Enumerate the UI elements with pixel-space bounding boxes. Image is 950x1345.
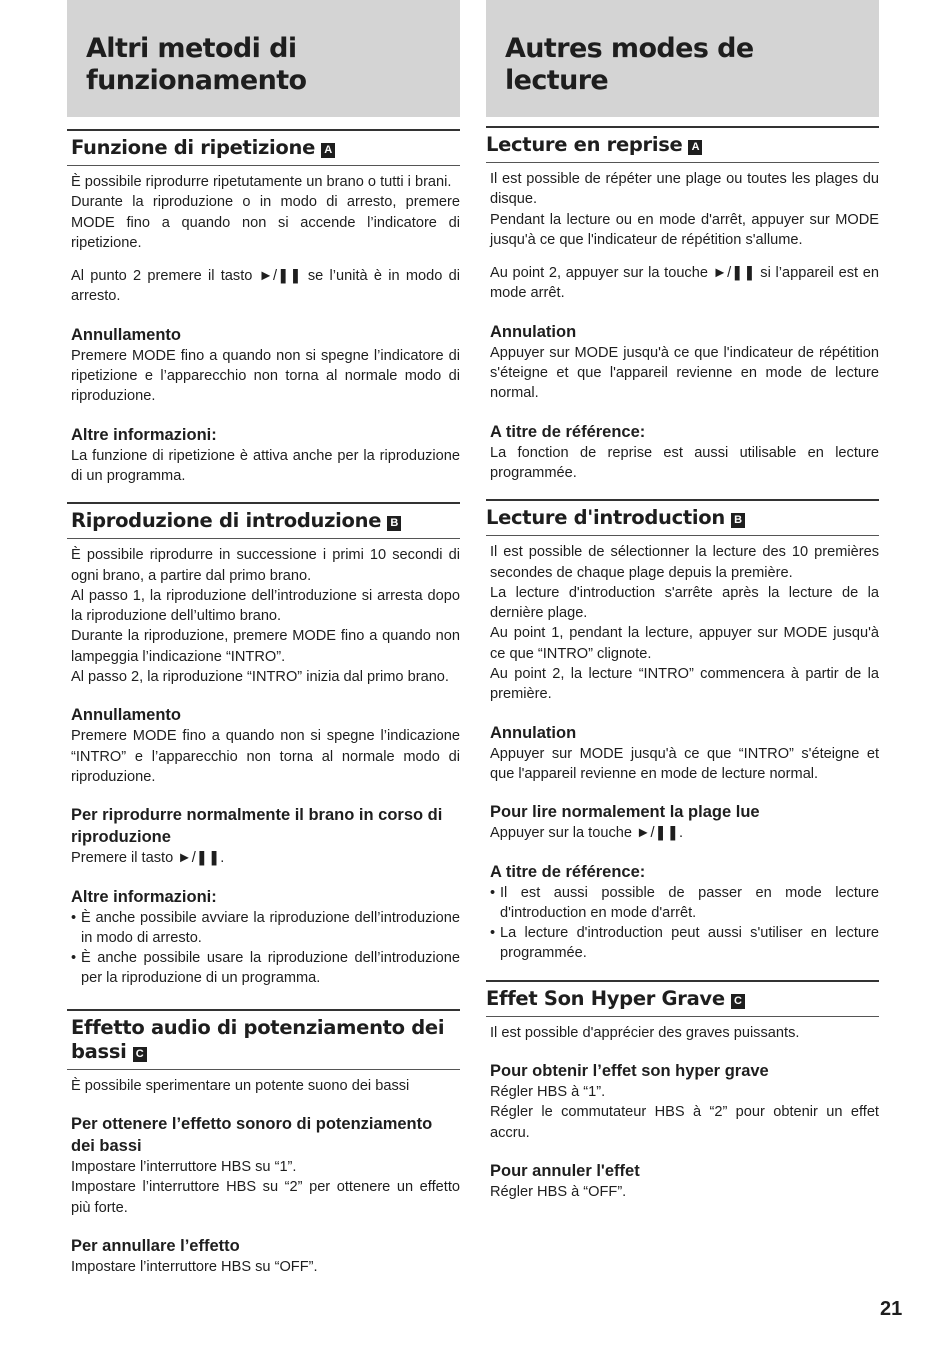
paragraph: Al punto 2 premere il tasto ►/❚❚ se l’unità è in modo di arresto. — [71, 268, 460, 305]
paragraph: Pendant la lecture ou en mode d'arrêt, appuyer sur MODE jusqu'à ce que l'indicateur de répétition s'allume. — [490, 211, 879, 248]
list-item: • È anche possibile usare la riproduzione dell’introduzione per la riproduzione di un programma. — [71, 948, 460, 989]
paragraph: Appuyer sur MODE jusqu'à ce que l'indicateur de répétition s'éteigne et que l'appareil revienne en mode de lecture normal. — [490, 344, 879, 402]
paragraph: La fonction de reprise est aussi utilisable en lecture programmée. — [490, 444, 879, 481]
paragraph: La lecture d'introduction s'arrête après la lecture de la dernière plage. — [490, 584, 879, 622]
chapter-banner — [486, 0, 879, 117]
subheading: Per annullare l’effetto — [71, 1236, 240, 1255]
paragraph: Il est possible de répéter une plage ou toutes les plages du disque. — [490, 171, 879, 208]
paragraph: Premere MODE fino a quando non si spegne l’indicatore di ripetizione e l’apparecchio non torna al normale modo di riproduzione. — [71, 347, 460, 405]
section-badge: B — [731, 513, 745, 528]
paragraph: Premere MODE fino a quando non si spegne l’indicazione “INTRO” e l’apparecchio non torna al normale modo di riproduzione. — [71, 728, 460, 785]
section-intro — [486, 499, 879, 963]
paragraph: Régler HBS à “1”. — [490, 1084, 606, 1101]
subheading: A titre de référence: — [490, 422, 646, 441]
section-title: Effetto audio di potenziamento dei bassi C — [67, 1009, 460, 1070]
paragraph: Impostare l’interruttore HBS su “2” per ottenere un effetto più forte. — [71, 1179, 460, 1216]
list-item: • Il est aussi possible de passer en mode lecture d'introduction en mode d'arrêt. — [490, 883, 879, 924]
subheading: Altre informazioni: — [71, 887, 217, 906]
section-badge: C — [133, 1047, 147, 1062]
subheading: Pour lire normalement la plage lue — [490, 803, 760, 822]
subheading: Annulation — [490, 322, 577, 341]
paragraph: Il est possible d'apprécier des graves puissants. — [490, 1024, 800, 1041]
paragraph: Premere il tasto ►/❚❚. — [71, 850, 225, 867]
paragraph: Appuyer sur MODE jusqu'à ce que “INTRO” s'éteigne et que l'appareil revienne en mode de lecture normal. — [490, 745, 879, 782]
paragraph: Impostare l’interruttore HBS su “1”. — [71, 1159, 297, 1176]
section-title: Effet Son Hyper Grave C — [486, 980, 879, 1017]
paragraph: Il est possible de sélectionner la lecture des 10 premières secondes de chaque plage depuis la première. — [490, 544, 879, 581]
section-badge: A — [688, 140, 702, 155]
subheading: Pour obtenir l’effet son hyper grave — [490, 1062, 769, 1081]
section-badge: B — [387, 516, 401, 531]
paragraph: Au point 2, appuyer sur la touche ►/❚❚ si l’appareil est en mode arrêt. — [490, 265, 879, 302]
italian-column — [67, 0, 460, 1277]
paragraph: È possibile sperimentare un potente suono dei bassi — [71, 1077, 410, 1094]
page-number: 21 — [880, 1298, 903, 1320]
paragraph: È possibile riprodurre ripetutamente un brano o tutti i brani. — [71, 174, 452, 190]
subheading: Altre informazioni: — [71, 425, 217, 444]
paragraph: Al passo 1, la riproduzione dell’introduzione si arresta dopo la riproduzione dell’ultimo brano. — [71, 587, 460, 625]
section-badge: A — [321, 143, 335, 158]
section-title: Funzione di ripetizione A — [67, 129, 460, 166]
bullet-list — [486, 883, 879, 964]
section-hyper-grave — [486, 980, 879, 1202]
subheading: A titre de référence: — [490, 862, 646, 881]
section-bass-boost — [67, 1009, 460, 1277]
chapter-title: Autres modes de lecture — [505, 33, 754, 96]
paragraph: È possibile riprodurre in successione i primi 10 secondi di ogni brano, a partire dal primo brano. — [71, 547, 460, 584]
list-item: • È anche possibile avviare la riproduzione dell’introduzione in modo di arresto. — [71, 908, 460, 949]
section-repeat — [67, 129, 460, 486]
french-column — [486, 0, 879, 1202]
subheading: Annullamento — [71, 706, 181, 725]
paragraph: La funzione di ripetizione è attiva anche per la riproduzione di un programma. — [71, 447, 460, 484]
subheading: Pour annuler l'effet — [490, 1161, 640, 1180]
list-item: • La lecture d'introduction peut aussi s'utiliser en lecture programmée. — [490, 923, 879, 964]
paragraph: Durante la riproduzione o in modo di arresto, premere MODE fino a quando non si accende l’indicatore di ripetizione. — [71, 194, 460, 251]
subheading: Annullamento — [71, 325, 181, 344]
paragraph: Al passo 2, la riproduzione “INTRO” inizia dal primo brano. — [71, 669, 449, 686]
section-repeat — [486, 126, 879, 483]
bullet-list — [67, 908, 460, 989]
subheading: Per riprodurre normalmente il brano in corso di riproduzione — [71, 806, 443, 847]
paragraph: Impostare l’interruttore HBS su “OFF”. — [71, 1258, 318, 1275]
subheading: Annulation — [490, 723, 577, 742]
paragraph: Au point 1, pendant la lecture, appuyer sur MODE jusqu'à ce que “INTRO” clignote. — [490, 625, 879, 662]
paragraph: Appuyer sur la touche ►/❚❚. — [490, 825, 684, 842]
section-badge: C — [731, 994, 745, 1009]
paragraph: Régler le commutateur HBS à “2” pour obtenir un effet accru. — [490, 1104, 879, 1141]
section-title: Riproduzione di introduzione B — [67, 502, 460, 539]
chapter-banner — [67, 0, 460, 117]
chapter-title: Altri metodi di funzionamento — [86, 33, 307, 96]
section-title: Lecture d'introduction B — [486, 499, 879, 536]
subheading: Per ottenere l’effetto sonoro di potenziamento dei bassi — [71, 1115, 433, 1156]
section-intro — [67, 502, 460, 988]
paragraph: Durante la riproduzione, premere MODE fino a quando non lampeggia l’indicazione “INTRO”. — [71, 628, 460, 665]
paragraph: Au point 2, la lecture “INTRO” commencera à partir de la première. — [490, 666, 879, 703]
paragraph: Régler HBS à “OFF”. — [490, 1183, 627, 1200]
section-title: Lecture en reprise A — [486, 126, 879, 163]
